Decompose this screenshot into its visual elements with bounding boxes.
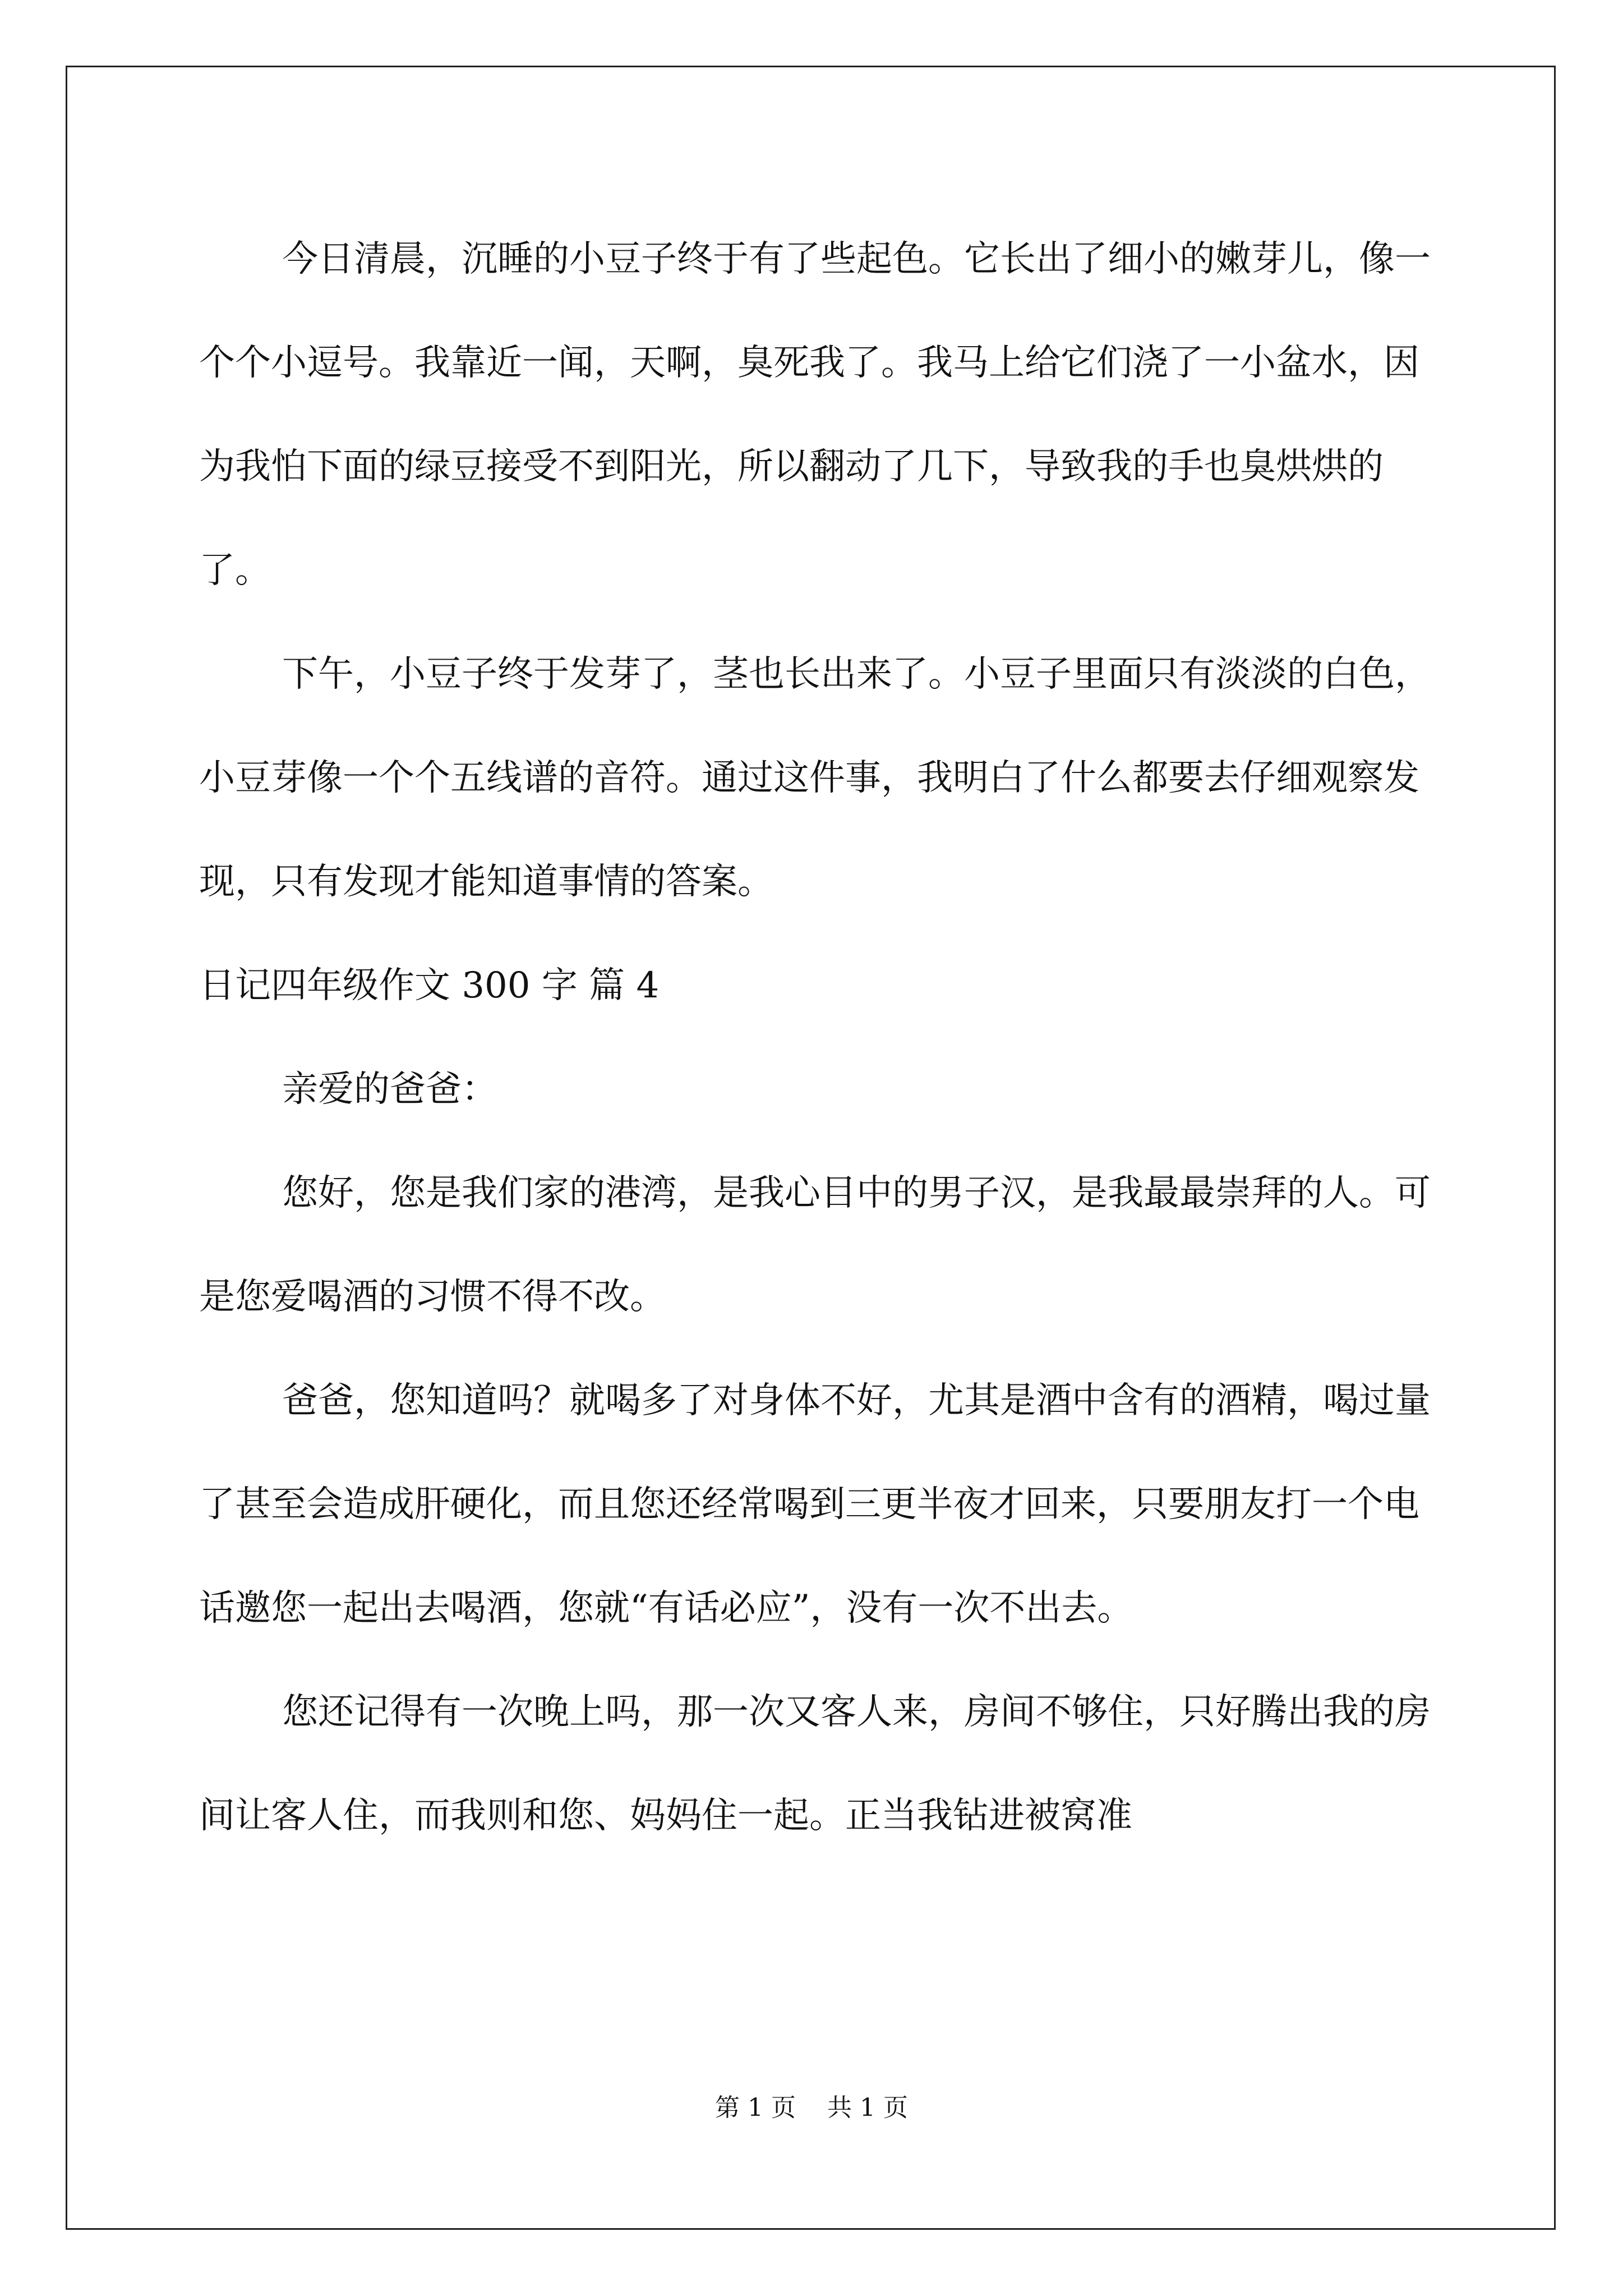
paragraph: 下午，小豆子终于发芽了，茎也长出来了。小豆子里面只有淡淡的白色，小豆芽像一个个五线谱的音符。通过这件事，我明白了什么都要去仔细观察发现，只有发现才能知道事情的答案。 — [199, 654, 1431, 903]
section-heading: 日记四年级作文 300 字 篇 4 — [199, 965, 660, 1006]
page-total: 共 1 页 — [827, 2093, 908, 2122]
paragraph: 爸爸，您知道吗？就喝多了对身体不好，尤其是酒中含有的酒精，喝过量了甚至会造成肝硬化，而且您还经常喝到三更半夜才回来，只要朋友打一个电话邀您一起出去喝酒，您就“有话必应”，没有一次不出去。 — [199, 1380, 1431, 1629]
paragraph: 今日清晨，沉睡的小豆子终于有了些起色。它长出了细小的嫩芽儿，像一个个小逗号。我靠近一闻，天啊，臭死我了。我马上给它们浇了一小盆水，因为我怕下面的绿豆接受不到阳光，所以翻动了几下，导致我的手也臭烘烘的了。 — [199, 238, 1431, 591]
paragraph-salutation: 亲爱的爸爸： — [282, 1069, 497, 1110]
page-footer — [0, 2091, 1623, 2125]
paragraph: 您还记得有一次晚上吗，那一次又客人来，房间不够住，只好腾出我的房间让客人住，而我则和您、妈妈住一起。正当我钻进被窝准 — [199, 1691, 1431, 1837]
page-number: 第 1 页 — [715, 2093, 796, 2122]
paragraph: 您好，您是我们家的港湾，是我心目中的男子汉，是我最最崇拜的人。可是您爱喝酒的习惯不得不改。 — [199, 1172, 1431, 1318]
document-body — [199, 208, 1433, 1868]
